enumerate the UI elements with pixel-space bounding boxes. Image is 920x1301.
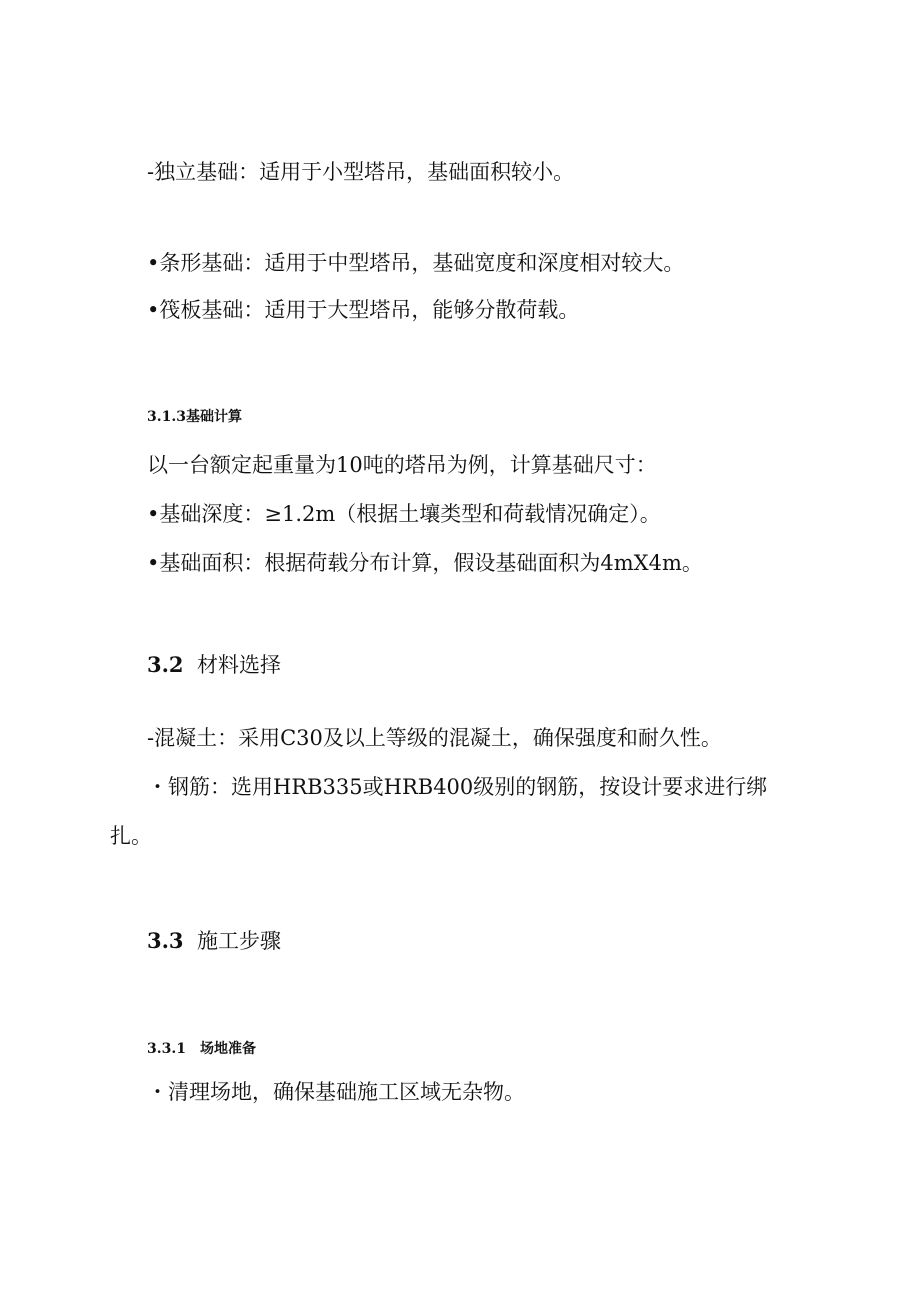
heading-3-3-number: 3.3 bbox=[147, 928, 184, 953]
heading-3-3-1 bbox=[147, 1039, 256, 1059]
heading-3-3-title: 施工步骤 bbox=[197, 929, 281, 953]
strip-foundation-line: •条形基础：适用于中型塔吊，基础宽度和深度相对较大。 bbox=[147, 251, 685, 275]
concrete-line: -混凝土：采用C30及以上等级的混凝土，确保强度和耐久性。 bbox=[147, 726, 722, 750]
heading-3-2-number: 3.2 bbox=[147, 652, 184, 677]
rebar-line-1: ・钢筋：选用HRB335或HRB400级别的钢筋，按设计要求进行绑 bbox=[147, 775, 768, 799]
heading-3-2 bbox=[147, 651, 281, 679]
foundation-area-line: •基础面积：根据荷载分布计算，假设基础面积为4mX4m。 bbox=[147, 551, 703, 575]
heading-3-1-3: 3.1.3基础计算 bbox=[147, 409, 242, 425]
foundation-depth-line: •基础深度：≥1.2m（根据土壤类型和荷载情况确定）。 bbox=[147, 502, 661, 526]
independent-foundation-line: -独立基础：适用于小型塔吊，基础面积较小。 bbox=[147, 160, 575, 184]
calc-intro-line: 以一台额定起重量为10吨的塔吊为例，计算基础尺寸： bbox=[147, 453, 657, 477]
raft-foundation-line: •筏板基础：适用于大型塔吊，能够分散荷载。 bbox=[147, 298, 580, 322]
heading-3-2-title: 材料选择 bbox=[197, 653, 281, 677]
site-clearing-line: ・清理场地，确保基础施工区域无杂物。 bbox=[147, 1080, 525, 1104]
heading-3-3 bbox=[147, 927, 281, 955]
heading-3-3-1-number: 3.3.1 bbox=[147, 1041, 186, 1057]
heading-3-3-1-title: 场地准备 bbox=[199, 1041, 256, 1057]
rebar-line-2: 扎。 bbox=[110, 824, 152, 848]
